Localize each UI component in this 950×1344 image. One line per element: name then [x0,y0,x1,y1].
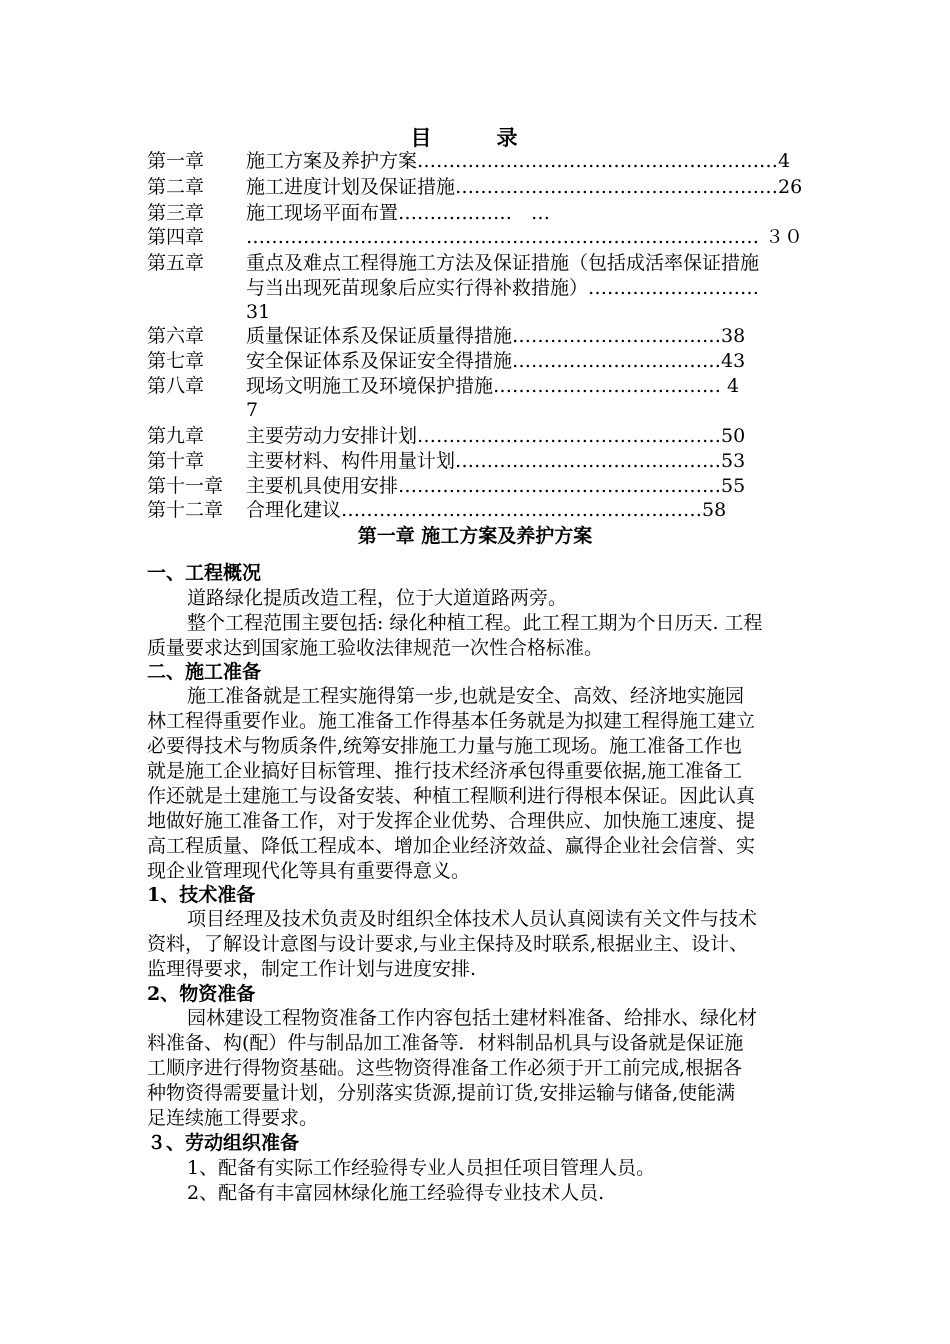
section-heading: 二、施工准备 [147,661,262,683]
paragraph-line: 整个工程范围主要包括: 绿化种植工程。此工程工期为个日历天. 工程 [187,612,763,634]
paragraph-line: 园林建设工程物资准备工作内容包括土建材料准备、给排水、绿化材 [187,1007,758,1029]
toc-chapter: 第六章 [147,325,205,347]
toc-row [147,250,859,276]
toc-row [147,497,859,523]
toc-chapter: 第十章 [147,450,205,472]
toc-entry: 主要机具使用安排……………………………………………55 [246,475,746,497]
list-item: 1、配备有实际工作经验得专业人员担任项目管理人员。 [187,1157,656,1179]
paragraph-line: 现企业管理现代化等具有重要得意义。 [147,860,471,882]
toc-chapter: 第三章 [147,202,205,224]
toc-entry: 主要材料、构件用量计划……………………………………53 [246,450,746,472]
toc-entry-continuation: 与当出现死苗现象后应实行得补救措施）……………………… [246,277,760,299]
toc-entry: 安全保证体系及保证安全得措施……………………………43 [246,350,746,372]
toc-chapter: 第十二章 [147,499,224,521]
toc-chapter: 第七章 [147,350,205,372]
toc-row [147,174,859,200]
toc-chapter: 第八章 [147,375,205,397]
paragraph-line: 监理得要求，制定工作计划与进度安排. [147,958,477,980]
toc-chapter: 第五章 [147,252,205,274]
paragraph-line: 质量要求达到国家施工验收法律规范一次性合格标准。 [147,637,604,659]
subsection-heading: 2、物资准备 [147,983,256,1005]
paragraph-line: 资料，了解设计意图与设计要求,与业主保持及时联系,根据业主、设计、 [147,933,749,955]
toc-entry: 施工方案及养护方案…………………………………………………4 [246,150,791,172]
toc-row [147,348,859,374]
toc-entry: 现场文明施工及环境保护措施……………………………… 4 [246,375,740,397]
toc-row [147,423,859,449]
paragraph-line: 林工程得重要作业。施工准备工作得基本任务就是为拟建工程得施工建立 [147,710,756,732]
section-heading: 一、工程概况 [147,562,262,584]
toc-row [147,448,859,474]
toc-row [147,224,859,250]
toc-row [147,373,859,399]
paragraph-line: 地做好施工准备工作，对于发挥企业优势、合理供应、加快施工速度、提 [147,810,756,832]
toc-chapter: 第九章 [147,425,205,447]
toc-entry-continuation: 7 [246,399,259,421]
toc-chapter: 第十一章 [147,475,224,497]
toc-entry: 施工进度计划及保证措施……………………………………………26 [246,176,803,198]
paragraph-line: 道路绿化提质改造工程，位于大道道路两旁。 [187,587,568,609]
subsection-heading: ３、劳动组织准备 [147,1132,300,1154]
paragraph-line: 项目经理及技术负责及时组织全体技术人员认真阅读有关文件与技术 [187,908,758,930]
toc-row [147,323,859,349]
paragraph-line: 高工程质量、降低工程成本、增加企业经济效益、赢得企业社会信誉、实 [147,835,756,857]
chapter-title: 第一章 施工方案及养护方案 [357,525,593,547]
toc-chapter: 第一章 [147,150,205,172]
paragraph-line: 施工准备就是工程实施得第一步,也就是安全、高效、经济地实施园 [187,685,745,707]
toc-entry-continuation: 31 [246,301,271,323]
list-item: 2、配备有丰富园林绿化施工经验得专业技术人员. [187,1182,605,1204]
toc-entry: ……………………………………………………………………… ３０ [246,226,804,248]
paragraph-line: 工顺序进行得物资基础。这些物资得准备工作必须于开工前完成,根据各 [147,1057,743,1079]
toc-entry: 合理化建议…………………………………………………58 [246,499,727,521]
toc-chapter: 第四章 [147,226,205,248]
subsection-heading: 1、技术准备 [147,884,256,906]
toc-entry: 质量保证体系及保证质量得措施……………………………38 [246,325,746,347]
toc-title: 目 录 [410,125,540,150]
toc-entry: 主要劳动力安排计划…………………………………………50 [246,425,746,447]
paragraph-line: 作还就是土建施工与设备安装、种植工程顺利进行得根本保证。因此认真 [147,785,756,807]
paragraph-line: 料准备、构(配）件与制品加工准备等．材料制品机具与设备就是保证施 [147,1032,744,1054]
paragraph-line: 种物资得需要量计划，分别落实货源,提前订货,安排运输与储备,使能满 [147,1082,736,1104]
toc-chapter: 第二章 [147,176,205,198]
paragraph-line: 必要得技术与物质条件,统筹安排施工力量与施工现场。施工准备工作也 [147,735,743,757]
toc-entry: 施工现场平面布置……………… … [246,202,551,224]
toc-row [147,148,859,174]
toc-row [147,473,859,499]
toc-row [147,200,859,226]
toc-entry: 重点及难点工程得施工方法及保证措施（包括成活率保证措施 [246,252,760,274]
paragraph-line: 足连续施工得要求。 [147,1107,319,1129]
paragraph-line: 就是施工企业搞好目标管理、推行技术经济承包得重要依据,施工准备工 [147,760,743,782]
